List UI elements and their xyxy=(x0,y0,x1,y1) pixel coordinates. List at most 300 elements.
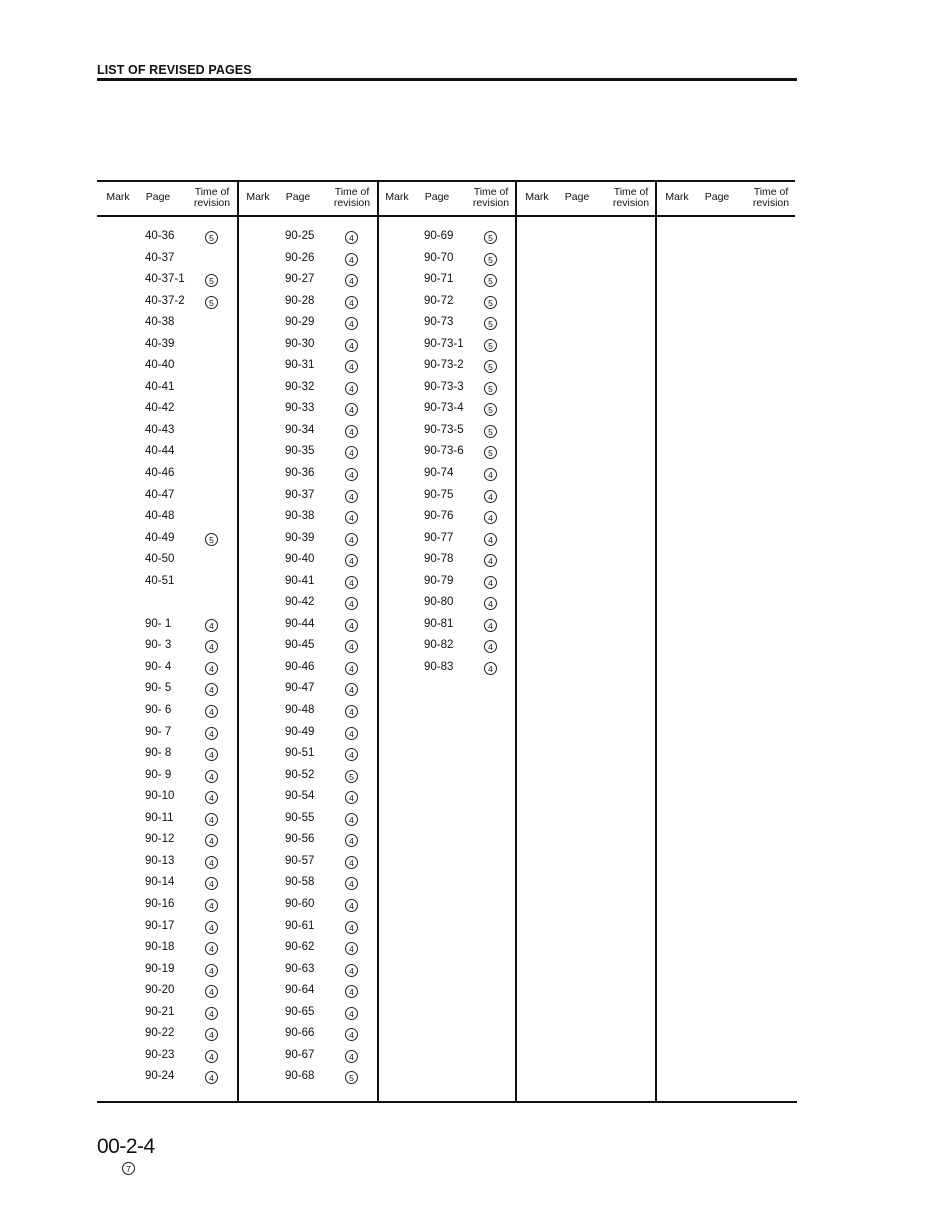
header-time-of-revision: Time of revision xyxy=(472,185,510,209)
revision-mark: 5 xyxy=(484,296,497,309)
table-row xyxy=(237,659,377,681)
page-number-cell: 90-76 xyxy=(424,510,454,523)
revision-mark: 4 xyxy=(345,554,358,567)
revision-mark: 4 xyxy=(484,554,497,567)
page-number-cell: 90-74 xyxy=(424,467,454,480)
page-number-cell: 90-39 xyxy=(285,531,315,544)
page-number-cell: 90-75 xyxy=(424,488,454,501)
revision-mark: 4 xyxy=(484,619,497,632)
page-number-cell: 40-46 xyxy=(145,467,175,480)
table-row xyxy=(97,810,237,832)
page-number-cell: 90- 5 xyxy=(145,682,172,695)
table-row xyxy=(237,551,377,573)
revised-pages-table xyxy=(97,180,795,1102)
revision-mark: 4 xyxy=(345,339,358,352)
revision-mark: 4 xyxy=(345,597,358,610)
table-row xyxy=(237,767,377,789)
revision-mark: 4 xyxy=(345,640,358,653)
page-number-cell: 90-12 xyxy=(145,833,175,846)
revision-mark: 4 xyxy=(345,705,358,718)
header-mark: Mark xyxy=(525,191,549,203)
table-row xyxy=(237,724,377,746)
table-row xyxy=(97,767,237,789)
revision-mark: 4 xyxy=(205,705,218,718)
revision-mark: 5 xyxy=(484,360,497,373)
table-row xyxy=(97,1025,237,1047)
revision-mark: 4 xyxy=(345,468,358,481)
page-number-cell: 90-66 xyxy=(285,1027,315,1040)
page-number-cell: 90-83 xyxy=(424,660,454,673)
table-row xyxy=(97,918,237,940)
table-row xyxy=(97,357,237,379)
page-number-cell: 90-25 xyxy=(285,230,315,242)
page-number-cell: 90-29 xyxy=(285,316,315,329)
page-number-cell: 90-61 xyxy=(285,919,315,932)
table-row xyxy=(97,961,237,983)
revision-mark: 5 xyxy=(484,425,497,438)
page-number-cell: 90- 3 xyxy=(145,639,172,652)
revision-mark: 4 xyxy=(345,490,358,503)
revision-mark: 4 xyxy=(345,576,358,589)
page-number-cell: 90-67 xyxy=(285,1048,315,1061)
revision-mark: 4 xyxy=(345,683,358,696)
table-row xyxy=(237,918,377,940)
revision-mark: 4 xyxy=(484,597,497,610)
revision-mark: 4 xyxy=(345,964,358,977)
page-number-cell: 40-37-1 xyxy=(145,273,185,286)
revision-mark: 5 xyxy=(484,231,497,244)
column-group-5 xyxy=(656,180,796,1102)
revision-mark: 4 xyxy=(345,813,358,826)
header-time-of-revision: Time of revision xyxy=(752,185,790,209)
page-number-cell: 90-19 xyxy=(145,962,175,975)
table-row xyxy=(237,293,377,315)
table-row xyxy=(376,487,516,509)
page-number-cell: 90-41 xyxy=(285,574,315,587)
table-row xyxy=(237,400,377,422)
page-title: LIST OF REVISED PAGES xyxy=(97,63,252,77)
page-number-cell: 90-28 xyxy=(285,294,315,307)
page-number-cell: 90- 9 xyxy=(145,768,172,781)
page-number-cell: 90-52 xyxy=(285,768,315,781)
revision-mark: 5 xyxy=(484,382,497,395)
table-row xyxy=(237,314,377,336)
page-number-cell: 40-36 xyxy=(145,230,175,242)
revision-mark: 5 xyxy=(484,274,497,287)
table-row xyxy=(97,293,237,315)
page-number-cell: 90-77 xyxy=(424,531,454,544)
page-number-cell: 90-34 xyxy=(285,423,315,436)
page-number-cell: 90-51 xyxy=(285,747,315,760)
revision-mark: 4 xyxy=(345,296,358,309)
table-row xyxy=(376,314,516,336)
page-number-cell: 90- 1 xyxy=(145,617,172,630)
table-row xyxy=(97,939,237,961)
page-number-cell: 90-20 xyxy=(145,984,175,997)
page-number-cell: 90-81 xyxy=(424,617,454,630)
table-row xyxy=(237,250,377,272)
table-row xyxy=(97,508,237,530)
table-row xyxy=(237,896,377,918)
table-row xyxy=(97,551,237,573)
revision-mark: 4 xyxy=(205,1007,218,1020)
revision-mark: 4 xyxy=(345,403,358,416)
revision-mark: 4 xyxy=(205,791,218,804)
revision-mark: 4 xyxy=(345,317,358,330)
page-number-cell: 90-17 xyxy=(145,919,175,932)
table-row xyxy=(97,487,237,509)
group-rows xyxy=(237,228,377,1090)
table-row xyxy=(97,982,237,1004)
revision-mark: 4 xyxy=(484,490,497,503)
revision-mark: 4 xyxy=(205,683,218,696)
header-page: Page xyxy=(424,191,450,203)
page-number-cell: 90-31 xyxy=(285,359,315,372)
revision-mark: 4 xyxy=(205,899,218,912)
column-group-3 xyxy=(376,180,516,1102)
table-row xyxy=(376,357,516,379)
table-row xyxy=(237,853,377,875)
table-row xyxy=(237,422,377,444)
page-number-cell: 40-48 xyxy=(145,510,175,523)
page-number-cell: 90-44 xyxy=(285,617,315,630)
table-row xyxy=(97,271,237,293)
revision-mark: 4 xyxy=(205,964,218,977)
page-number: 00-2-4 xyxy=(97,1135,155,1158)
table-row xyxy=(237,1047,377,1069)
page-number-cell: 90-72 xyxy=(424,294,454,307)
page-number-cell: 90-13 xyxy=(145,854,175,867)
page-number-cell: 90-78 xyxy=(424,553,454,566)
page-number-cell: 90-68 xyxy=(285,1070,315,1083)
page-number-cell: 40-42 xyxy=(145,402,175,415)
page-number-cell: 90-21 xyxy=(145,1005,175,1018)
table-row xyxy=(237,487,377,509)
table-row xyxy=(376,530,516,552)
table-row xyxy=(97,573,237,595)
revision-mark: 4 xyxy=(345,533,358,546)
table-row xyxy=(376,443,516,465)
page-number-cell: 90-54 xyxy=(285,790,315,803)
page-number-cell: 90-65 xyxy=(285,1005,315,1018)
page-number-cell: 90-22 xyxy=(145,1027,175,1040)
table-row xyxy=(376,271,516,293)
table-row xyxy=(97,422,237,444)
page-number-cell: 90-64 xyxy=(285,984,315,997)
page-number-cell: 90-38 xyxy=(285,510,315,523)
page-number-cell: 40-40 xyxy=(145,359,175,372)
group-rows xyxy=(97,228,237,1090)
table-row xyxy=(237,1025,377,1047)
page-number-cell: 40-38 xyxy=(145,316,175,329)
revision-mark: 4 xyxy=(205,727,218,740)
revision-mark: 5 xyxy=(484,317,497,330)
page-number-cell: 90-62 xyxy=(285,941,315,954)
revision-mark: 4 xyxy=(345,425,358,438)
revision-mark: 4 xyxy=(205,921,218,934)
table-row xyxy=(237,961,377,983)
column-group-2 xyxy=(237,180,377,1102)
table-row xyxy=(237,1004,377,1026)
page-number-cell: 40-50 xyxy=(145,553,175,566)
footer-revision-mark: 7 xyxy=(122,1162,135,1175)
table-row xyxy=(97,228,237,250)
revision-mark: 5 xyxy=(205,274,218,287)
revision-mark: 5 xyxy=(205,533,218,546)
table-row xyxy=(376,379,516,401)
page-number-cell: 40-37-2 xyxy=(145,294,185,307)
table-row xyxy=(237,508,377,530)
table-row xyxy=(237,637,377,659)
page-number-cell: 90-73-4 xyxy=(424,402,464,415)
table-row xyxy=(376,400,516,422)
page-number-cell: 90-63 xyxy=(285,962,315,975)
table-row xyxy=(237,379,377,401)
revision-mark: 4 xyxy=(205,1028,218,1041)
header-page: Page xyxy=(145,191,171,203)
table-row xyxy=(237,702,377,724)
page-number-cell: 40-41 xyxy=(145,380,175,393)
revision-mark: 4 xyxy=(484,533,497,546)
table-row xyxy=(97,1004,237,1026)
table-row xyxy=(97,896,237,918)
revision-mark: 4 xyxy=(205,877,218,890)
table-row xyxy=(376,422,516,444)
revision-mark: 4 xyxy=(345,856,358,869)
table-row xyxy=(376,228,516,250)
page-number-cell: 90-48 xyxy=(285,704,315,717)
page-number-cell: 40-37 xyxy=(145,251,175,264)
revision-mark: 5 xyxy=(205,231,218,244)
revision-mark: 4 xyxy=(205,640,218,653)
table-row xyxy=(237,745,377,767)
revision-mark: 5 xyxy=(484,403,497,416)
page-number-cell: 90-35 xyxy=(285,445,315,458)
table-row xyxy=(376,508,516,530)
header-mark: Mark xyxy=(385,191,409,203)
table-row xyxy=(97,745,237,767)
table-row xyxy=(237,573,377,595)
revision-mark: 4 xyxy=(345,899,358,912)
revision-mark: 4 xyxy=(345,877,358,890)
revision-mark: 4 xyxy=(345,748,358,761)
table-row xyxy=(237,443,377,465)
revision-mark: 4 xyxy=(345,921,358,934)
revision-mark: 4 xyxy=(345,446,358,459)
table-row xyxy=(97,853,237,875)
revision-mark: 4 xyxy=(205,748,218,761)
revision-mark: 4 xyxy=(205,813,218,826)
title-rule xyxy=(97,78,797,81)
table-row xyxy=(376,573,516,595)
page-number-cell: 90-60 xyxy=(285,897,315,910)
page-number-cell: 90-33 xyxy=(285,402,315,415)
revision-mark: 5 xyxy=(345,1071,358,1084)
table-row xyxy=(376,336,516,358)
table-row xyxy=(97,788,237,810)
page-number-cell: 90-11 xyxy=(145,811,174,824)
page-number-cell: 40-43 xyxy=(145,423,175,436)
revision-mark: 4 xyxy=(205,619,218,632)
page-number-cell: 90-73-1 xyxy=(424,337,464,350)
page-number-cell: 90-57 xyxy=(285,854,315,867)
table-row xyxy=(97,616,237,638)
table-row xyxy=(97,637,237,659)
revision-mark: 4 xyxy=(345,942,358,955)
page-number-cell: 90-40 xyxy=(285,553,315,566)
revision-mark: 4 xyxy=(205,1071,218,1084)
page-number-cell: 90-16 xyxy=(145,897,175,910)
page-number-cell: 90- 6 xyxy=(145,704,172,717)
table-row xyxy=(237,228,377,250)
revision-mark: 5 xyxy=(484,446,497,459)
table-row xyxy=(237,874,377,896)
page-number-cell: 90-45 xyxy=(285,639,315,652)
page-number-cell: 90-73-5 xyxy=(424,423,464,436)
table-row xyxy=(237,594,377,616)
revision-mark: 4 xyxy=(345,1050,358,1063)
revision-mark: 4 xyxy=(484,576,497,589)
table-row xyxy=(97,659,237,681)
revision-mark: 5 xyxy=(345,770,358,783)
page-number-cell: 90- 8 xyxy=(145,747,172,760)
header-time-of-revision: Time of revision xyxy=(333,185,371,209)
revision-mark: 4 xyxy=(345,619,358,632)
page-number-cell: 90-18 xyxy=(145,941,175,954)
page-number-cell: 90-58 xyxy=(285,876,315,889)
header-page: Page xyxy=(704,191,730,203)
revision-mark: 4 xyxy=(345,253,358,266)
page-number-cell: 90-32 xyxy=(285,380,315,393)
table-row xyxy=(97,314,237,336)
page-number-cell: 90-30 xyxy=(285,337,315,350)
table-row xyxy=(376,250,516,272)
page-number-cell: 90-69 xyxy=(424,230,454,242)
table-row xyxy=(237,982,377,1004)
header-time-of-revision: Time of revision xyxy=(193,185,231,209)
table-row xyxy=(376,637,516,659)
table-row xyxy=(97,1068,237,1090)
header-time-of-revision: Time of revision xyxy=(612,185,650,209)
table-row xyxy=(97,443,237,465)
column-group-1 xyxy=(97,180,237,1102)
table-row xyxy=(376,465,516,487)
page-number-cell: 90-14 xyxy=(145,876,175,889)
table-row xyxy=(237,271,377,293)
table-row xyxy=(97,465,237,487)
page-number-cell: 90- 7 xyxy=(145,725,172,738)
revision-mark: 4 xyxy=(205,856,218,869)
table-row xyxy=(237,616,377,638)
page-number-cell: 90-55 xyxy=(285,811,315,824)
revision-mark: 4 xyxy=(205,834,218,847)
page-number-cell: 90-71 xyxy=(424,273,454,286)
revision-mark: 4 xyxy=(484,662,497,675)
page-number-cell: 90-56 xyxy=(285,833,315,846)
page-number-cell: 40-49 xyxy=(145,531,175,544)
page-number-cell: 40-44 xyxy=(145,445,175,458)
page-number-cell: 40-47 xyxy=(145,488,175,501)
revision-mark: 4 xyxy=(345,727,358,740)
page-number-cell: 90-26 xyxy=(285,251,315,264)
revision-mark: 5 xyxy=(484,339,497,352)
revision-mark: 4 xyxy=(205,985,218,998)
page-number-cell: 90-80 xyxy=(424,596,454,609)
revision-mark: 4 xyxy=(484,468,497,481)
revision-mark: 4 xyxy=(345,382,358,395)
revision-mark: 4 xyxy=(205,1050,218,1063)
revision-mark: 5 xyxy=(205,296,218,309)
page-number-cell: 90-37 xyxy=(285,488,315,501)
table-bottom-rule xyxy=(97,1101,797,1103)
table-row xyxy=(237,357,377,379)
page-number-cell: 90-73-3 xyxy=(424,380,464,393)
table-row xyxy=(376,659,516,681)
revision-mark: 4 xyxy=(345,1007,358,1020)
header-page: Page xyxy=(564,191,590,203)
table-row xyxy=(237,680,377,702)
revision-mark: 4 xyxy=(345,985,358,998)
page-number-cell: 90-73-2 xyxy=(424,359,464,372)
table-row xyxy=(97,702,237,724)
table-row xyxy=(237,788,377,810)
table-row xyxy=(97,724,237,746)
revision-mark: 4 xyxy=(345,662,358,675)
page-number-cell: 90-73 xyxy=(424,316,454,329)
table-row xyxy=(237,810,377,832)
table-row xyxy=(97,831,237,853)
column-group-4 xyxy=(516,180,656,1102)
page-number-cell: 90-23 xyxy=(145,1048,175,1061)
header-mark: Mark xyxy=(665,191,689,203)
revision-mark: 4 xyxy=(345,231,358,244)
table-row xyxy=(97,530,237,552)
table-row xyxy=(376,293,516,315)
revision-mark: 4 xyxy=(484,511,497,524)
table-row xyxy=(237,939,377,961)
table-row xyxy=(97,1047,237,1069)
table-row xyxy=(376,616,516,638)
table-row xyxy=(376,551,516,573)
page-number-cell: 90-79 xyxy=(424,574,454,587)
table-row xyxy=(237,465,377,487)
page-number-cell: 90-27 xyxy=(285,273,315,286)
table-row xyxy=(237,336,377,358)
page-number-cell: 90-46 xyxy=(285,660,315,673)
header-mark: Mark xyxy=(106,191,130,203)
page-number-cell: 90-10 xyxy=(145,790,175,803)
table-row xyxy=(97,594,237,616)
revision-mark: 4 xyxy=(484,640,497,653)
revision-mark: 4 xyxy=(345,834,358,847)
table-row xyxy=(237,831,377,853)
revision-mark: 4 xyxy=(345,511,358,524)
table-row xyxy=(237,530,377,552)
table-row xyxy=(97,250,237,272)
revision-mark: 4 xyxy=(205,662,218,675)
page-number-cell: 90-82 xyxy=(424,639,454,652)
page-number-cell: 40-39 xyxy=(145,337,175,350)
page-number-cell: 90-42 xyxy=(285,596,315,609)
table-row xyxy=(376,594,516,616)
table-row xyxy=(97,400,237,422)
revision-mark: 4 xyxy=(205,942,218,955)
page-number-cell: 90-36 xyxy=(285,467,315,480)
revision-mark: 4 xyxy=(345,1028,358,1041)
table-row xyxy=(97,336,237,358)
header-page: Page xyxy=(285,191,311,203)
table-row xyxy=(97,379,237,401)
